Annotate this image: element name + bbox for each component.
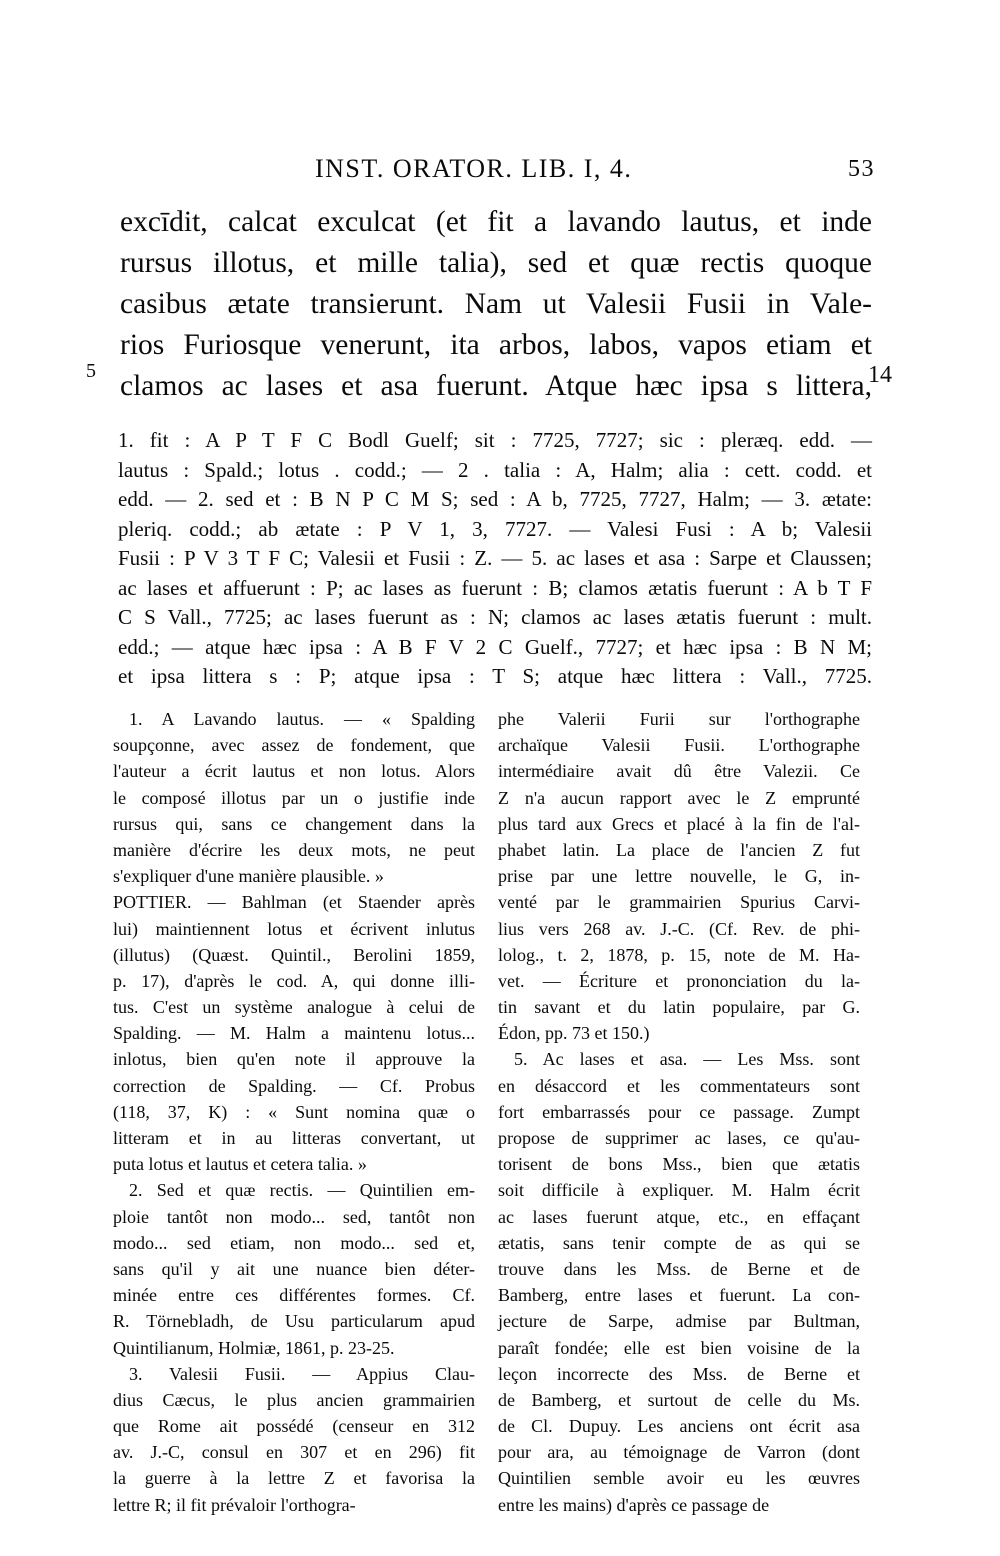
- page-number: 53: [848, 156, 875, 182]
- text-line: casibus ætate transierunt. Nam ut Valesii Fusii in Vale-: [120, 288, 872, 320]
- note-line: de Cl. Dupuy. Les anciens ont écrit asa: [498, 1416, 860, 1437]
- note-line: l'auteur a écrit lautus et non lotus. Alors: [113, 761, 475, 782]
- note-line: puta lotus et lautus et cetera talia. »: [113, 1154, 367, 1175]
- note-line: 1. A Lavando lautus. — « Spalding: [129, 709, 475, 729]
- note-line: 5. Ac lases et asa. — Les Mss. sont: [514, 1049, 860, 1070]
- note-line: ætatis, sans tenir compte de as qui se: [498, 1232, 860, 1253]
- section-number-marker: 14: [868, 362, 892, 388]
- note-line: que Rome ait possédé (censeur en 312: [113, 1416, 475, 1437]
- note-line: pour ara, au témoignage de Varron (dont: [498, 1442, 860, 1463]
- apparatus-line: edd. — 2. sed et : B N P C M S; sed : A b, 7725, 7727, Halm; — 3. ætate:: [118, 487, 872, 511]
- note-line: inlotus, bien qu'en note il approuve la: [113, 1049, 475, 1070]
- note-line: tus. C'est un système analogue à celui de: [113, 997, 475, 1018]
- note-line: lolog., t. 2, 1878, p. 15, note de M. Ha-: [498, 944, 860, 965]
- apparatus-line: C S Vall., 7725; ac lases fuerunt as : N; clamos ac lases ætatis fuerunt : mult.: [118, 605, 872, 629]
- note-line: leçon incorrecte des Mss. de Berne et: [498, 1363, 860, 1384]
- note-line: soupçonne, avec assez de fondement, que: [113, 735, 475, 756]
- note-line: la guerre à la lettre Z et favorisa la: [113, 1468, 475, 1489]
- apparatus-line: et ipsa littera s : P; atque ipsa : T S; atque hæc littera : Vall., 7725.: [118, 664, 872, 688]
- note-line: jecture de Sarpe, admise par Bultman,: [498, 1311, 860, 1332]
- note-line: entre les mains) d'après ce passage de: [498, 1494, 770, 1515]
- notes-left-column: [113, 706, 475, 1518]
- apparatus-line: Fusii : P V 3 T F C; Valesii et Fusii : Z. — 5. ac lases et asa : Sarpe et Claussen;: [118, 546, 872, 570]
- note-line: venté par le grammairien Spurius Carvi-: [498, 892, 860, 913]
- note-line: torisent de bons Mss., bien que ætatis: [498, 1154, 860, 1175]
- note-line: Quintilianum, Holmiæ, 1861, p. 23-25.: [113, 1337, 395, 1358]
- note-line: Z n'a aucun rapport avec le Z emprunté: [498, 787, 860, 808]
- latin-text-block: [120, 202, 872, 407]
- note-line: lius vers 268 av. J.-C. (Cf. Rev. de phi-: [498, 918, 860, 939]
- line-number-marker: 5: [86, 360, 96, 382]
- note-line: dius Cæcus, le plus ancien grammairien: [113, 1389, 475, 1410]
- note-line: litteram et in au litteras convertant, ut: [113, 1128, 475, 1148]
- critical-apparatus: [118, 426, 872, 692]
- note-line: Quintilien semble avoir eu les œuvres: [498, 1468, 860, 1489]
- note-line: soit difficile à expliquer. M. Halm écrit: [498, 1180, 860, 1201]
- note-line: 2. Sed et quæ rectis. — Quintilien em-: [129, 1180, 475, 1201]
- note-line: plus tard aux Grecs et placé à la fin de l'al-: [498, 813, 860, 834]
- note-line: lui) maintiennent lotus et écrivent inlutus: [113, 918, 475, 939]
- note-line: fort embarrassés pour ce passage. Zumpt: [498, 1101, 860, 1122]
- note-line: manière d'écrire les deux mots, ne peut: [113, 839, 475, 860]
- note-line: Bamberg, entre lases et fuerunt. La con-: [498, 1285, 860, 1306]
- note-line: minée entre ces différentes formes. Cf.: [113, 1285, 475, 1306]
- note-line: Édon, pp. 73 et 150.): [498, 1023, 650, 1044]
- note-line: lettre R; il fit prévaloir l'orthogra-: [113, 1494, 356, 1515]
- apparatus-line: 1. fit : A P T F C Bodl Guelf; sit : 7725, 7727; sic : pleræq. edd. —: [118, 428, 872, 452]
- running-header: [315, 154, 875, 190]
- note-line: (illutus) (Quæst. Quintil., Berolini 1859,: [113, 944, 475, 965]
- note-line: R. Törnebladh, de Usu particularum apud: [113, 1311, 475, 1332]
- note-line: tin savant et du latin populaire, par G.: [498, 997, 860, 1018]
- text-line: rursus illotus, et mille talia), sed et quæ rectis quoque: [120, 247, 872, 279]
- apparatus-line: ac lases et affuerunt : P; ac lases as fuerunt : B; clamos ætatis fuerunt : A b T F: [118, 575, 872, 600]
- note-line: en désaccord et les commentateurs sont: [498, 1075, 860, 1096]
- text-line: rios Furiosque venerunt, ita arbos, labos, vapos etiam et: [120, 329, 872, 361]
- note-line: phabet latin. La place de l'ancien Z fut: [498, 839, 860, 860]
- note-line: phe Valerii Furii sur l'orthographe: [498, 709, 860, 729]
- text-line: excīdit, calcat exculcat (et fit a lavando lautus, et inde: [120, 206, 872, 238]
- note-line: intermédiaire avait dû être Valezii. Ce: [498, 761, 860, 782]
- note-line: correction de Spalding. — Cf. Probus: [113, 1075, 475, 1096]
- note-line: trouve dans les Mss. de Berne et de: [498, 1258, 860, 1279]
- note-line: 3. Valesii Fusii. — Appius Clau-: [129, 1363, 475, 1384]
- note-line: modo... sed etiam, non modo... sed et,: [113, 1232, 475, 1253]
- note-line: paraît fondée; elle est bien voisine de la: [498, 1337, 860, 1358]
- notes-right-column: [498, 706, 860, 1518]
- note-line: sans qu'il y ait une nuance bien déter-: [113, 1258, 475, 1279]
- note-line: POTTIER. — Bahlman (et Staender après: [113, 892, 475, 913]
- running-title: INST. ORATOR. LIB. I, 4.: [315, 154, 633, 183]
- note-line: propose de supprimer ac lases, ce qu'au-: [498, 1128, 860, 1148]
- apparatus-line: edd.; — atque hæc ipsa : A B F V 2 C Guelf., 7727; et hæc ipsa : B N M;: [118, 634, 872, 659]
- note-line: prise par une lettre nouvelle, le G, in-: [498, 866, 860, 887]
- note-line: av. J.-C, consul en 307 et en 296) fit: [113, 1442, 475, 1463]
- apparatus-line: lautus : Spald.; lotus . codd.; — 2 . talia : A, Halm; alia : cett. codd. et: [118, 457, 872, 482]
- note-line: ac lases fuerunt atque, etc., en effaçant: [498, 1206, 860, 1227]
- note-line: rursus qui, sans ce changement dans la: [113, 813, 475, 834]
- note-line: (118, 37, K) : « Sunt nomina quæ o: [113, 1101, 475, 1122]
- note-line: s'expliquer d'une manière plausible. »: [113, 866, 384, 887]
- text-line: clamos ac lases et asa fuerunt. Atque hæc ipsa s littera,: [120, 370, 872, 402]
- note-line: de Bamberg, et surtout de celle du Ms.: [498, 1389, 860, 1410]
- note-line: ploie tantôt non modo... sed, tantôt non: [113, 1206, 475, 1227]
- apparatus-line: pleriq. codd.; ab ætate : P V 1, 3, 7727. — Valesi Fusi : A b; Valesii: [118, 516, 872, 541]
- note-line: vet. — Écriture et prononciation du la-: [498, 970, 860, 991]
- note-line: Spalding. — M. Halm a maintenu lotus...: [113, 1023, 475, 1044]
- note-line: archaïque Valesii Fusii. L'orthographe: [498, 735, 860, 756]
- note-line: le composé illotus par un o justifie inde: [113, 787, 475, 808]
- note-line: p. 17), d'après le cod. A, qui donne illi-: [113, 970, 475, 991]
